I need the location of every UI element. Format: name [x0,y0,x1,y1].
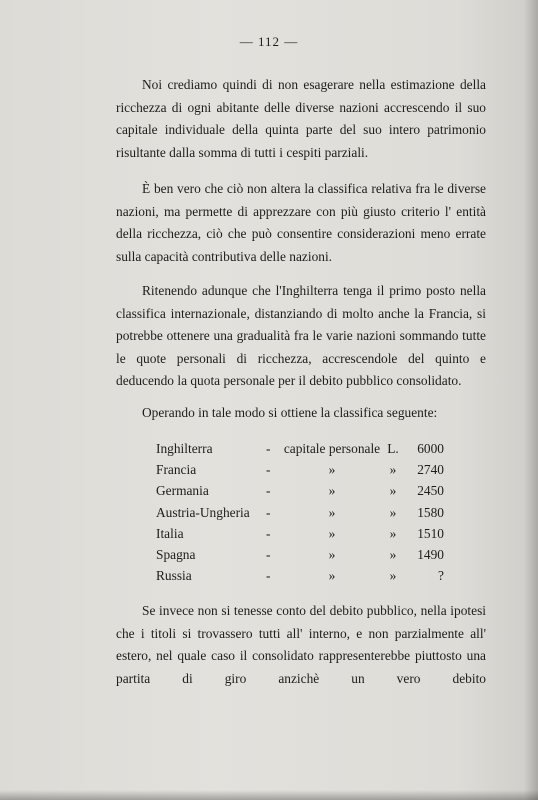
country-name: Francia [156,461,197,477]
capital-value: 1490 [417,547,444,563]
classification-row [156,438,466,459]
page-number: — 112 — [239,34,299,49]
paragraph-text: Se invece non si tenesse conto del debito pubblico, nella ipotesi che i titoli si trovassero tutti all' interno, e non parzialmente all' estero, nel quale caso il consolidato rappresenterebbe piuttosto una partita di giro anzichè un vero debito [116,603,486,686]
capital-value: ? [438,568,444,584]
currency-mark: » [389,461,397,477]
country-name: Spagna [156,547,196,563]
classification-row [156,502,466,523]
paragraph-3 [116,280,486,393]
country-name: Inghilterra [156,440,213,456]
capital-value: 1580 [417,504,444,520]
paragraph-5 [116,600,486,690]
dash-separator: - [266,504,271,520]
capital-value: 2450 [417,483,444,499]
capital-value: 2740 [417,461,444,477]
dash-separator: - [266,483,271,499]
capital-label: » [328,525,336,541]
capital-label: » [328,504,336,520]
dash-separator: - [266,440,271,456]
currency-mark: » [389,483,397,499]
country-name: Italia [156,525,184,541]
capital-label: » [328,483,336,499]
dash-separator: - [266,461,271,477]
classification-row [156,481,466,502]
classification-row [156,459,466,480]
currency-mark: » [389,547,397,563]
paragraph-text: Noi crediamo quindi di non esagerare nella estimazione della ricchezza di ogni abitante delle diverse nazioni accrescendo il suo capitale individuale della quinta parte del suo intero patrimonio risultante dalla somma di tutti i cespiti parziali. [116,77,486,160]
dash-separator: - [266,547,271,563]
paragraph-1 [116,74,486,164]
paragraph-text: Ritenendo adunque che l'Inghilterra tenga il primo posto nella classifica internazionale, distanziando di molto anche la Francia, si potrebbe ottenere una gradualità fra le varie nazioni sommando tutte le quote personali di ricchezza, accrescendole del quinto e deducendo la quota personale per il debito pubblico consolidato. [116,283,486,389]
country-name: Austria-Ungheria [156,504,250,520]
page-edge-shadow [524,0,538,800]
capital-label: » [328,461,336,477]
classification-table [156,438,466,587]
paragraph-text: Operando in tale modo si ottiene la classifica seguente: [142,405,438,420]
currency-mark: » [389,568,397,584]
dash-separator: - [266,568,271,584]
country-name: Germania [156,483,209,499]
paragraph-2 [116,178,486,268]
capital-value: 1510 [417,525,444,541]
country-name: Russia [156,568,192,584]
classification-row [156,566,466,587]
classification-row [156,544,466,565]
capital-label: » [328,547,336,563]
currency-mark: » [389,525,397,541]
capital-label: capitale personale [283,440,381,456]
page-bottom-shadow [0,790,538,800]
capital-value: 6000 [417,440,444,456]
dash-separator: - [266,525,271,541]
currency-mark: L. [387,440,399,456]
paragraph-4 [116,402,486,425]
paragraph-text: È ben vero che ciò non altera la classifica relativa fra le diverse nazioni, ma permette di apprezzare con più giusto criterio l' entità della ricchezza, ciò che può consentire considerazioni meno errate sulla capacità contributiva delle nazioni. [116,181,486,264]
capital-label: » [328,568,336,584]
classification-row [156,523,466,544]
currency-mark: » [389,504,397,520]
